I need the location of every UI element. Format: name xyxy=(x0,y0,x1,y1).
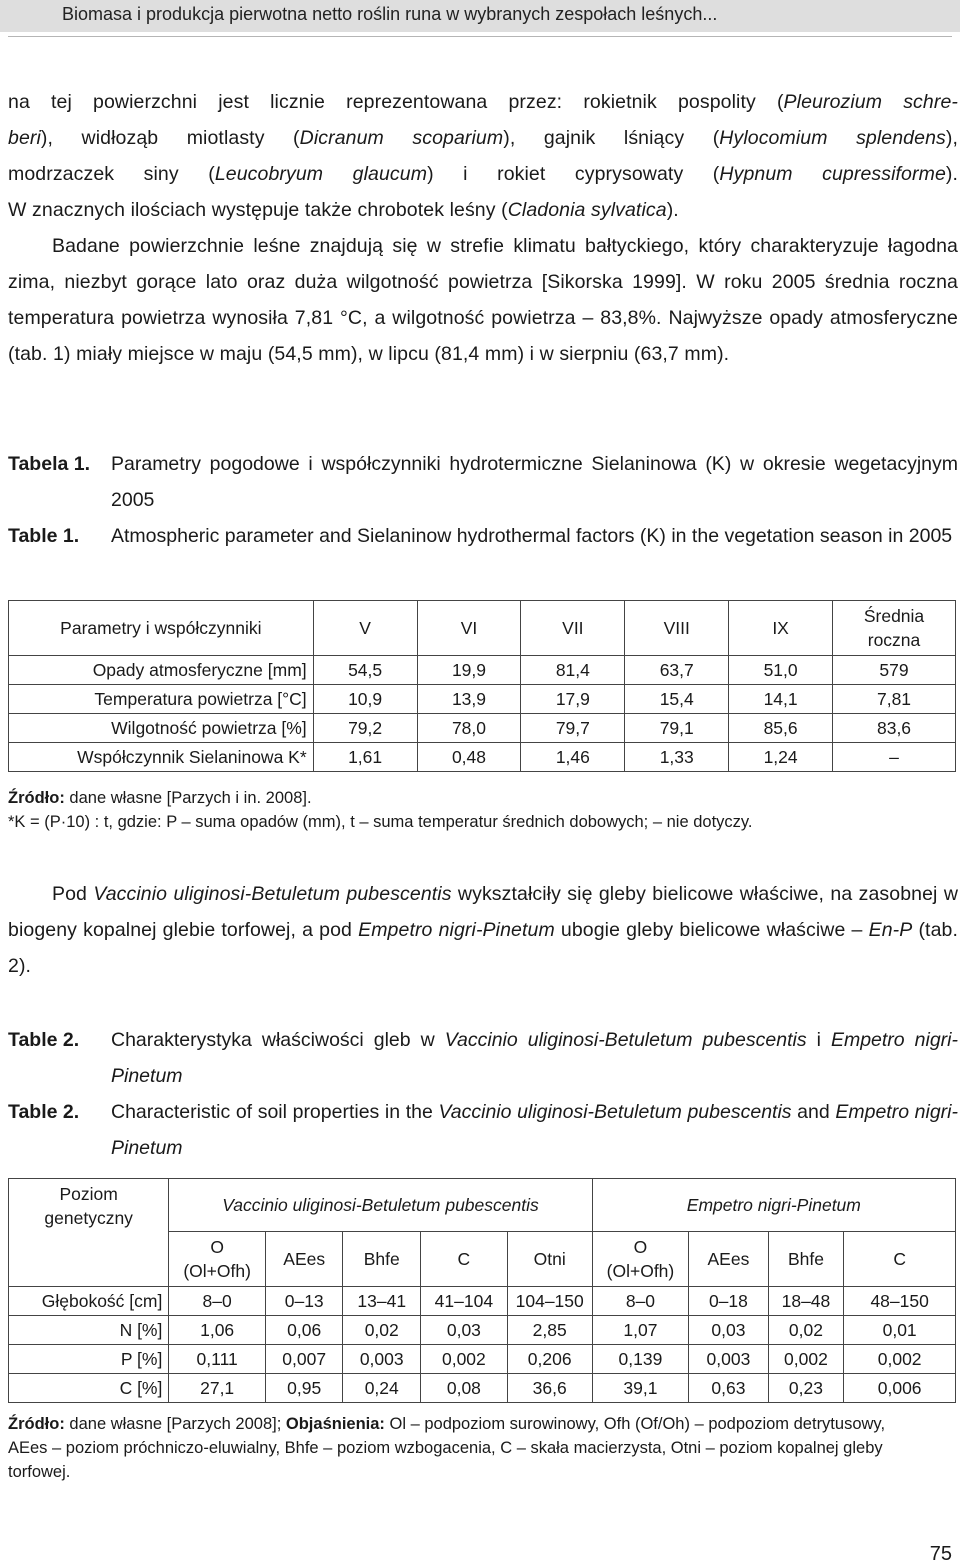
row-label: Wilgotność powietrza [%] xyxy=(9,714,314,743)
row-label: Głębokość [cm] xyxy=(9,1287,169,1316)
species-name: Dicranum scoparium xyxy=(299,127,504,149)
table1-footnote: *K = (P·10) : t, gdzie: P – suma opadów (mm), t – suma temperatur średnich dobowych; – nie dotyczy. xyxy=(8,813,753,831)
table-cell: 0,02 xyxy=(343,1316,421,1345)
subheader-cell: Bhfe xyxy=(768,1232,844,1287)
subheader-cell: Bhfe xyxy=(343,1232,421,1287)
subheader-cell: AEes xyxy=(265,1232,343,1287)
header-divider xyxy=(8,36,952,37)
caption-text: Atmospheric parameter and Sielaninow hydrothermal factors (K) in the vegetation season in 2005 xyxy=(111,525,953,547)
table-cell: 0,63 xyxy=(689,1374,768,1403)
row-label: P [%] xyxy=(9,1345,169,1374)
species-name: Pleurozium schre- xyxy=(783,91,958,113)
text: ), widłoząb miotlasty ( xyxy=(40,127,300,149)
text: modrzaczek siny ( xyxy=(8,163,215,185)
table-cell: 0,48 xyxy=(417,743,521,772)
association-name: Empetro nigri-Pinetum xyxy=(111,1101,959,1159)
table-cell: 0,206 xyxy=(507,1345,592,1374)
association-name: Empetro nigri-Pinetum xyxy=(111,1029,958,1087)
source-label: Źródło: xyxy=(8,789,65,807)
table-cell: 18–48 xyxy=(768,1287,844,1316)
table-cell: 54,5 xyxy=(313,656,417,685)
association-abbr: En-P xyxy=(868,919,913,941)
subheader-cell: O (Ol+Ofh) xyxy=(592,1232,689,1287)
table-cell: 8–0 xyxy=(592,1287,689,1316)
table-row xyxy=(9,1345,956,1374)
table-cell: 13–41 xyxy=(343,1287,421,1316)
subheader-cell: C xyxy=(844,1232,956,1287)
caption-label: Table 1. xyxy=(8,525,80,547)
table-cell: 0,95 xyxy=(265,1374,343,1403)
explanation-label: Objaśnienia: xyxy=(285,1415,385,1433)
caption-label: Table 2. xyxy=(8,1029,80,1051)
table-cell: 41–104 xyxy=(421,1287,508,1316)
table-cell: 0,006 xyxy=(844,1374,956,1403)
species-name: Hypnum cupressiforme xyxy=(719,163,946,185)
source-label: Źródło: xyxy=(8,1415,65,1433)
association-name: Vaccinio uliginosi-Betuletum pubescentis xyxy=(93,883,452,905)
text: ), gajnik lśniący ( xyxy=(503,127,720,149)
table-cell: 0,03 xyxy=(689,1316,768,1345)
table-cell: 27,1 xyxy=(169,1374,266,1403)
table-cell: 1,61 xyxy=(313,743,417,772)
table-cell: 0,003 xyxy=(343,1345,421,1374)
header-cell: VII xyxy=(521,601,625,656)
table-cell: 14,1 xyxy=(729,685,833,714)
subheader-cell: O (Ol+Ofh) xyxy=(169,1232,266,1287)
table-cell: 0,01 xyxy=(844,1316,956,1345)
table-cell: 0,03 xyxy=(421,1316,508,1345)
table-cell: 17,9 xyxy=(521,685,625,714)
header-cell: VIII xyxy=(625,601,729,656)
table-cell: 10,9 xyxy=(313,685,417,714)
table-cell: 0,23 xyxy=(768,1374,844,1403)
subheader-cell: AEes xyxy=(689,1232,768,1287)
table-cell: – xyxy=(833,743,956,772)
soil-table xyxy=(8,1178,956,1403)
table-cell: 0,139 xyxy=(592,1345,689,1374)
table-cell: 48–150 xyxy=(844,1287,956,1316)
text: ubogie gleby bielicowe właściwe – xyxy=(554,919,869,941)
text: W znacznych ilościach występuje także chrobotek leśny ( xyxy=(8,199,508,221)
table-cell: 63,7 xyxy=(625,656,729,685)
table1-source xyxy=(8,786,958,834)
text: ), xyxy=(945,127,958,149)
text: na tej powierzchni jest licznie reprezentowana przez: rokietnik pospolity ( xyxy=(8,91,784,113)
table-cell: 0,002 xyxy=(421,1345,508,1374)
paragraph-mosses xyxy=(8,84,958,228)
caption-text: Charakterystyka właściwości gleb w xyxy=(111,1029,445,1051)
species-name: beri xyxy=(8,127,41,149)
text: Pod xyxy=(52,883,94,905)
table-row xyxy=(9,1287,956,1316)
table-cell: 39,1 xyxy=(592,1374,689,1403)
table-cell: 0,08 xyxy=(421,1374,508,1403)
table-cell: 85,6 xyxy=(729,714,833,743)
table-cell: 0–18 xyxy=(689,1287,768,1316)
caption-text: Characteristic of soil properties in the xyxy=(111,1101,439,1123)
table-cell: 0,002 xyxy=(768,1345,844,1374)
table-cell: 0,003 xyxy=(689,1345,768,1374)
paragraph-text: Badane powierzchnie leśne znajdują się w strefie klimatu bałtyckiego, który charakteryzuje łagodna zima, niezbyt gorące lato oraz duża wilgotność powietrza [Sikorska 1999]. W roku 2005 średnia roczna temperatura powietrza wynosiła 7,81 °C, a wilgotność powietrza – 83,8%. Najwyższe opady atmosferyczne (tab. 1) miały miejsce w maju (54,5 mm), w lipcu (81,4 mm) i w sierpniu (63,7 mm). xyxy=(8,235,958,365)
row-label: N [%] xyxy=(9,1316,169,1345)
row-label: Współczynnik Sielaninowa K* xyxy=(9,743,314,772)
table-row xyxy=(9,714,956,743)
table-cell: 83,6 xyxy=(833,714,956,743)
corner-header: Poziom genetyczny xyxy=(9,1179,169,1287)
table-cell: 2,85 xyxy=(507,1316,592,1345)
species-name: Leucobryum glaucum xyxy=(214,163,428,185)
table-row xyxy=(9,1316,956,1345)
group-header: Vaccinio uliginosi-Betuletum pubescentis xyxy=(169,1179,592,1232)
table-cell: 79,2 xyxy=(313,714,417,743)
source-text: dane własne [Parzych i in. 2008]. xyxy=(64,789,312,807)
caption-label: Tabela 1. xyxy=(8,453,91,475)
table-cell: 0,24 xyxy=(343,1374,421,1403)
table-cell: 0,06 xyxy=(265,1316,343,1345)
table1-caption-pl xyxy=(8,446,958,518)
table-cell: 0–13 xyxy=(265,1287,343,1316)
table-header-row xyxy=(9,1179,956,1232)
running-header xyxy=(0,0,960,32)
table-row xyxy=(9,743,956,772)
table-cell: 7,81 xyxy=(833,685,956,714)
table-cell: 19,9 xyxy=(417,656,521,685)
table2-caption-pl xyxy=(8,1022,958,1094)
weather-table xyxy=(8,600,956,772)
table-cell: 1,06 xyxy=(169,1316,266,1345)
row-label: Temperatura powietrza [°C] xyxy=(9,685,314,714)
table-header-row xyxy=(9,601,956,656)
table-cell: 79,7 xyxy=(521,714,625,743)
page-number: 75 xyxy=(929,1543,952,1565)
group-header: Empetro nigri-Pinetum xyxy=(592,1179,955,1232)
subheader-cell: C xyxy=(421,1232,508,1287)
caption-text: and xyxy=(791,1101,836,1123)
caption-text: i xyxy=(806,1029,831,1051)
header-cell: Parametry i współczynniki xyxy=(9,601,314,656)
table-row xyxy=(9,1374,956,1403)
table-cell: 79,1 xyxy=(625,714,729,743)
species-name: Hylocomium splendens xyxy=(719,127,946,149)
header-cell: IX xyxy=(729,601,833,656)
table1-caption-en xyxy=(8,518,958,554)
text: (tab. 2). xyxy=(8,919,958,977)
table-cell: 1,24 xyxy=(729,743,833,772)
subheader-cell: Otni xyxy=(507,1232,592,1287)
header-cell: Średnia roczna xyxy=(833,601,956,656)
paragraph-climate xyxy=(8,228,958,372)
association-name: Vaccinio uliginosi-Betuletum pubescentis xyxy=(438,1101,792,1123)
text: ) i rokiet cyprysowaty ( xyxy=(427,163,720,185)
running-title: Biomasa i produkcja pierwotna netto roślin runa w wybranych zespołach leśnych... xyxy=(62,4,718,24)
row-label: C [%] xyxy=(9,1374,169,1403)
paragraph-soils xyxy=(8,876,958,984)
table-cell: 0,002 xyxy=(844,1345,956,1374)
header-cell: V xyxy=(313,601,417,656)
text: wykształciły się gleby bielicowe właściwe, na zasobnej w biogeny kopalnej glebie torfowej, a pod xyxy=(8,883,958,941)
table2-caption-en xyxy=(8,1094,958,1166)
association-name: Vaccinio uliginosi-Betuletum pubescentis xyxy=(444,1029,807,1051)
table-cell: 0,111 xyxy=(169,1345,266,1374)
table-cell: 36,6 xyxy=(507,1374,592,1403)
table-cell: 8–0 xyxy=(169,1287,266,1316)
explanation-text: Ol – podpoziom surowinowy, Ofh (Of/Oh) – podpoziom detrytusowy, AEes – poziom próchniczo-eluwialny, Bhfe – poziom wzbogacenia, C – skała macierzysta, Otni – poziom kopalnej gleby torfowej. xyxy=(8,1415,886,1481)
text: ). xyxy=(666,199,679,221)
table-cell: 1,33 xyxy=(625,743,729,772)
table2-source xyxy=(8,1412,926,1484)
species-name: Cladonia sylvatica xyxy=(507,199,667,221)
header-cell: VI xyxy=(417,601,521,656)
text: ). xyxy=(945,163,959,185)
association-name: Empetro nigri-Pinetum xyxy=(358,919,555,941)
table-cell: 15,4 xyxy=(625,685,729,714)
caption-label: Table 2. xyxy=(8,1101,80,1123)
table-cell: 104–150 xyxy=(507,1287,592,1316)
table-cell: 13,9 xyxy=(417,685,521,714)
caption-text: Parametry pogodowe i współczynniki hydrotermiczne Sielaninowa (K) w okresie wegetacyjnym 2005 xyxy=(111,453,958,511)
table-cell: 1,46 xyxy=(521,743,625,772)
table-row xyxy=(9,685,956,714)
table-cell: 51,0 xyxy=(729,656,833,685)
table-cell: 0,02 xyxy=(768,1316,844,1345)
table-cell: 78,0 xyxy=(417,714,521,743)
source-text: dane własne [Parzych 2008]; xyxy=(64,1415,286,1433)
row-label: Opady atmosferyczne [mm] xyxy=(9,656,314,685)
table-cell: 1,07 xyxy=(592,1316,689,1345)
table-row xyxy=(9,656,956,685)
table-cell: 0,007 xyxy=(265,1345,343,1374)
table-cell: 81,4 xyxy=(521,656,625,685)
table-cell: 579 xyxy=(833,656,956,685)
